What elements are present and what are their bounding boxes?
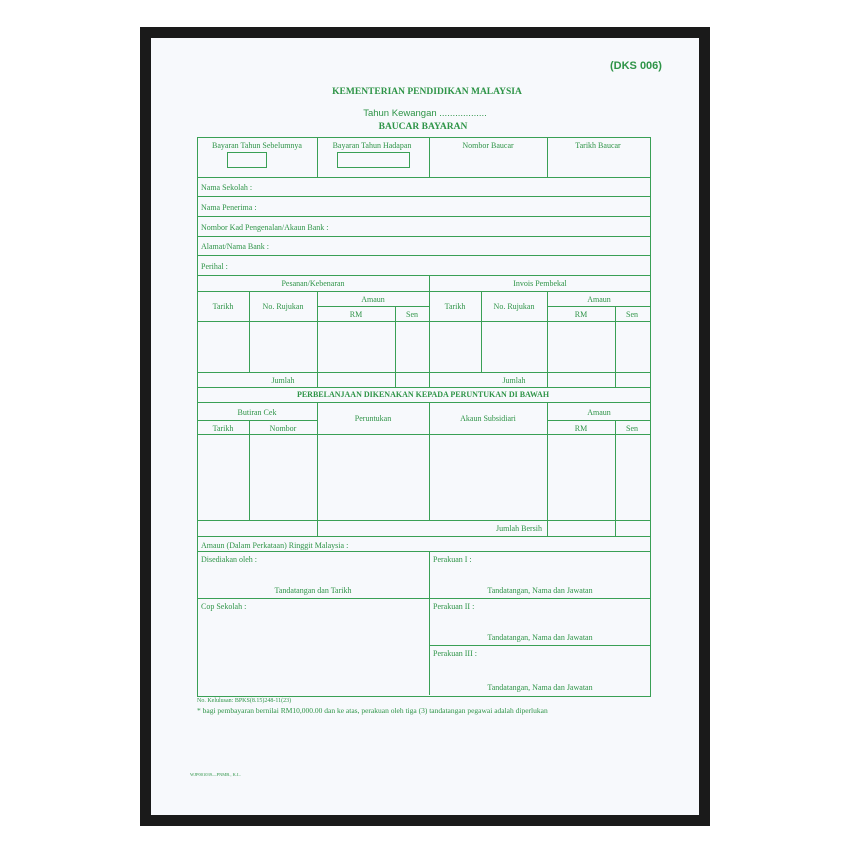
fiscal-year: Tahun Kewangan .................. [363,108,487,119]
order-amount-col: Amaun [361,295,385,304]
allocation-col: Peruntukan [354,414,392,423]
ministry-title: KEMENTERIAN PENDIDIKAN MALAYSIA [332,87,522,97]
cert2-sign-label: Tandatangan, Nama dan Jawatan [487,633,593,642]
school-name-field[interactable]: Nama Sekolah : [201,183,253,192]
cheque-details-heading: Butiran Cek [237,408,277,417]
school-stamp-label: Cop Sekolah : [201,602,247,611]
cert3-sign-label: Tandatangan, Nama dan Jawatan [487,683,593,692]
prev-year-box[interactable] [227,152,267,168]
exp-rm-col: RM [574,424,588,433]
next-year-label: Bayaran Tahun Hadapan [332,141,412,150]
subject-field[interactable]: Perihal : [201,262,228,271]
expenditure-heading: PERBELANJAAN DIKENAKAN KEPADA PERUNTUKAN DI BAWAH [296,390,550,399]
cert3-label: Perakuan III : [433,649,477,658]
prev-year-label: Bayaran Tahun Sebelumnya [212,141,302,150]
exp-amount-col: Amaun [587,408,611,417]
ic-account-field[interactable]: Nombor Kad Pengenalan/Akaun Bank : [201,223,329,232]
payee-name-field[interactable]: Nama Penerima : [201,203,257,212]
order-date-col: Tarikh [212,302,234,311]
order-ref-col: No. Rujukan [262,302,304,311]
voucher-date-label: Tarikh Baucar [575,141,621,150]
next-year-box[interactable] [337,152,410,168]
invoice-amount-col: Amaun [587,295,611,304]
invoice-heading: Invois Pembekal [513,279,567,288]
approval-number: No. Kelulusan: BPKS(8.15)248-11(23) [197,698,292,704]
footnote: * bagi pembayaran bernilai RM10,000.00 dan ke atas, perakuan oleh tiga (3) tandatangan pegawai adalah diperlukan [197,706,548,715]
form-code: (DKS 006) [610,60,662,72]
order-heading: Pesanan/Kebenaran [281,279,345,288]
form-title: BAUCAR BAYARAN [378,122,468,132]
prepared-by-label: Disediakan oleh : [201,555,257,564]
cheque-number-col: Nombor [269,424,297,433]
address-bank-field[interactable]: Alamat/Nama Bank : [201,242,269,251]
subsidiary-col: Akaun Subsidiari [460,414,516,423]
order-total-label: Jumlah [271,376,295,385]
invoice-ref-col: No. Rujukan [493,302,535,311]
voucher-no-label: Nombor Baucar [462,141,514,150]
net-total-label: Jumlah Bersih [496,524,542,533]
invoice-date-col: Tarikh [444,302,466,311]
cert1-sign-label: Tandatangan, Nama dan Jawatan [487,586,593,595]
form-frame [197,137,651,697]
invoice-sen-col: Sen [626,310,638,319]
printer-code: WJP001039—PNMB., K.L. [190,772,241,777]
order-rm-col: RM [349,310,363,319]
order-sen-col: Sen [406,310,418,319]
cert2-label: Perakuan II : [433,602,475,611]
invoice-rm-col: RM [574,310,588,319]
cheque-date-col: Tarikh [212,424,234,433]
exp-sen-col: Sen [626,424,638,433]
invoice-total-label: Jumlah [502,376,526,385]
amount-words-field[interactable]: Amaun (Dalam Perkataan) Ringgit Malaysia : [201,541,349,550]
prepared-sign-label: Tandatangan dan Tarikh [274,586,352,595]
cert1-label: Perakuan I : [433,555,472,564]
